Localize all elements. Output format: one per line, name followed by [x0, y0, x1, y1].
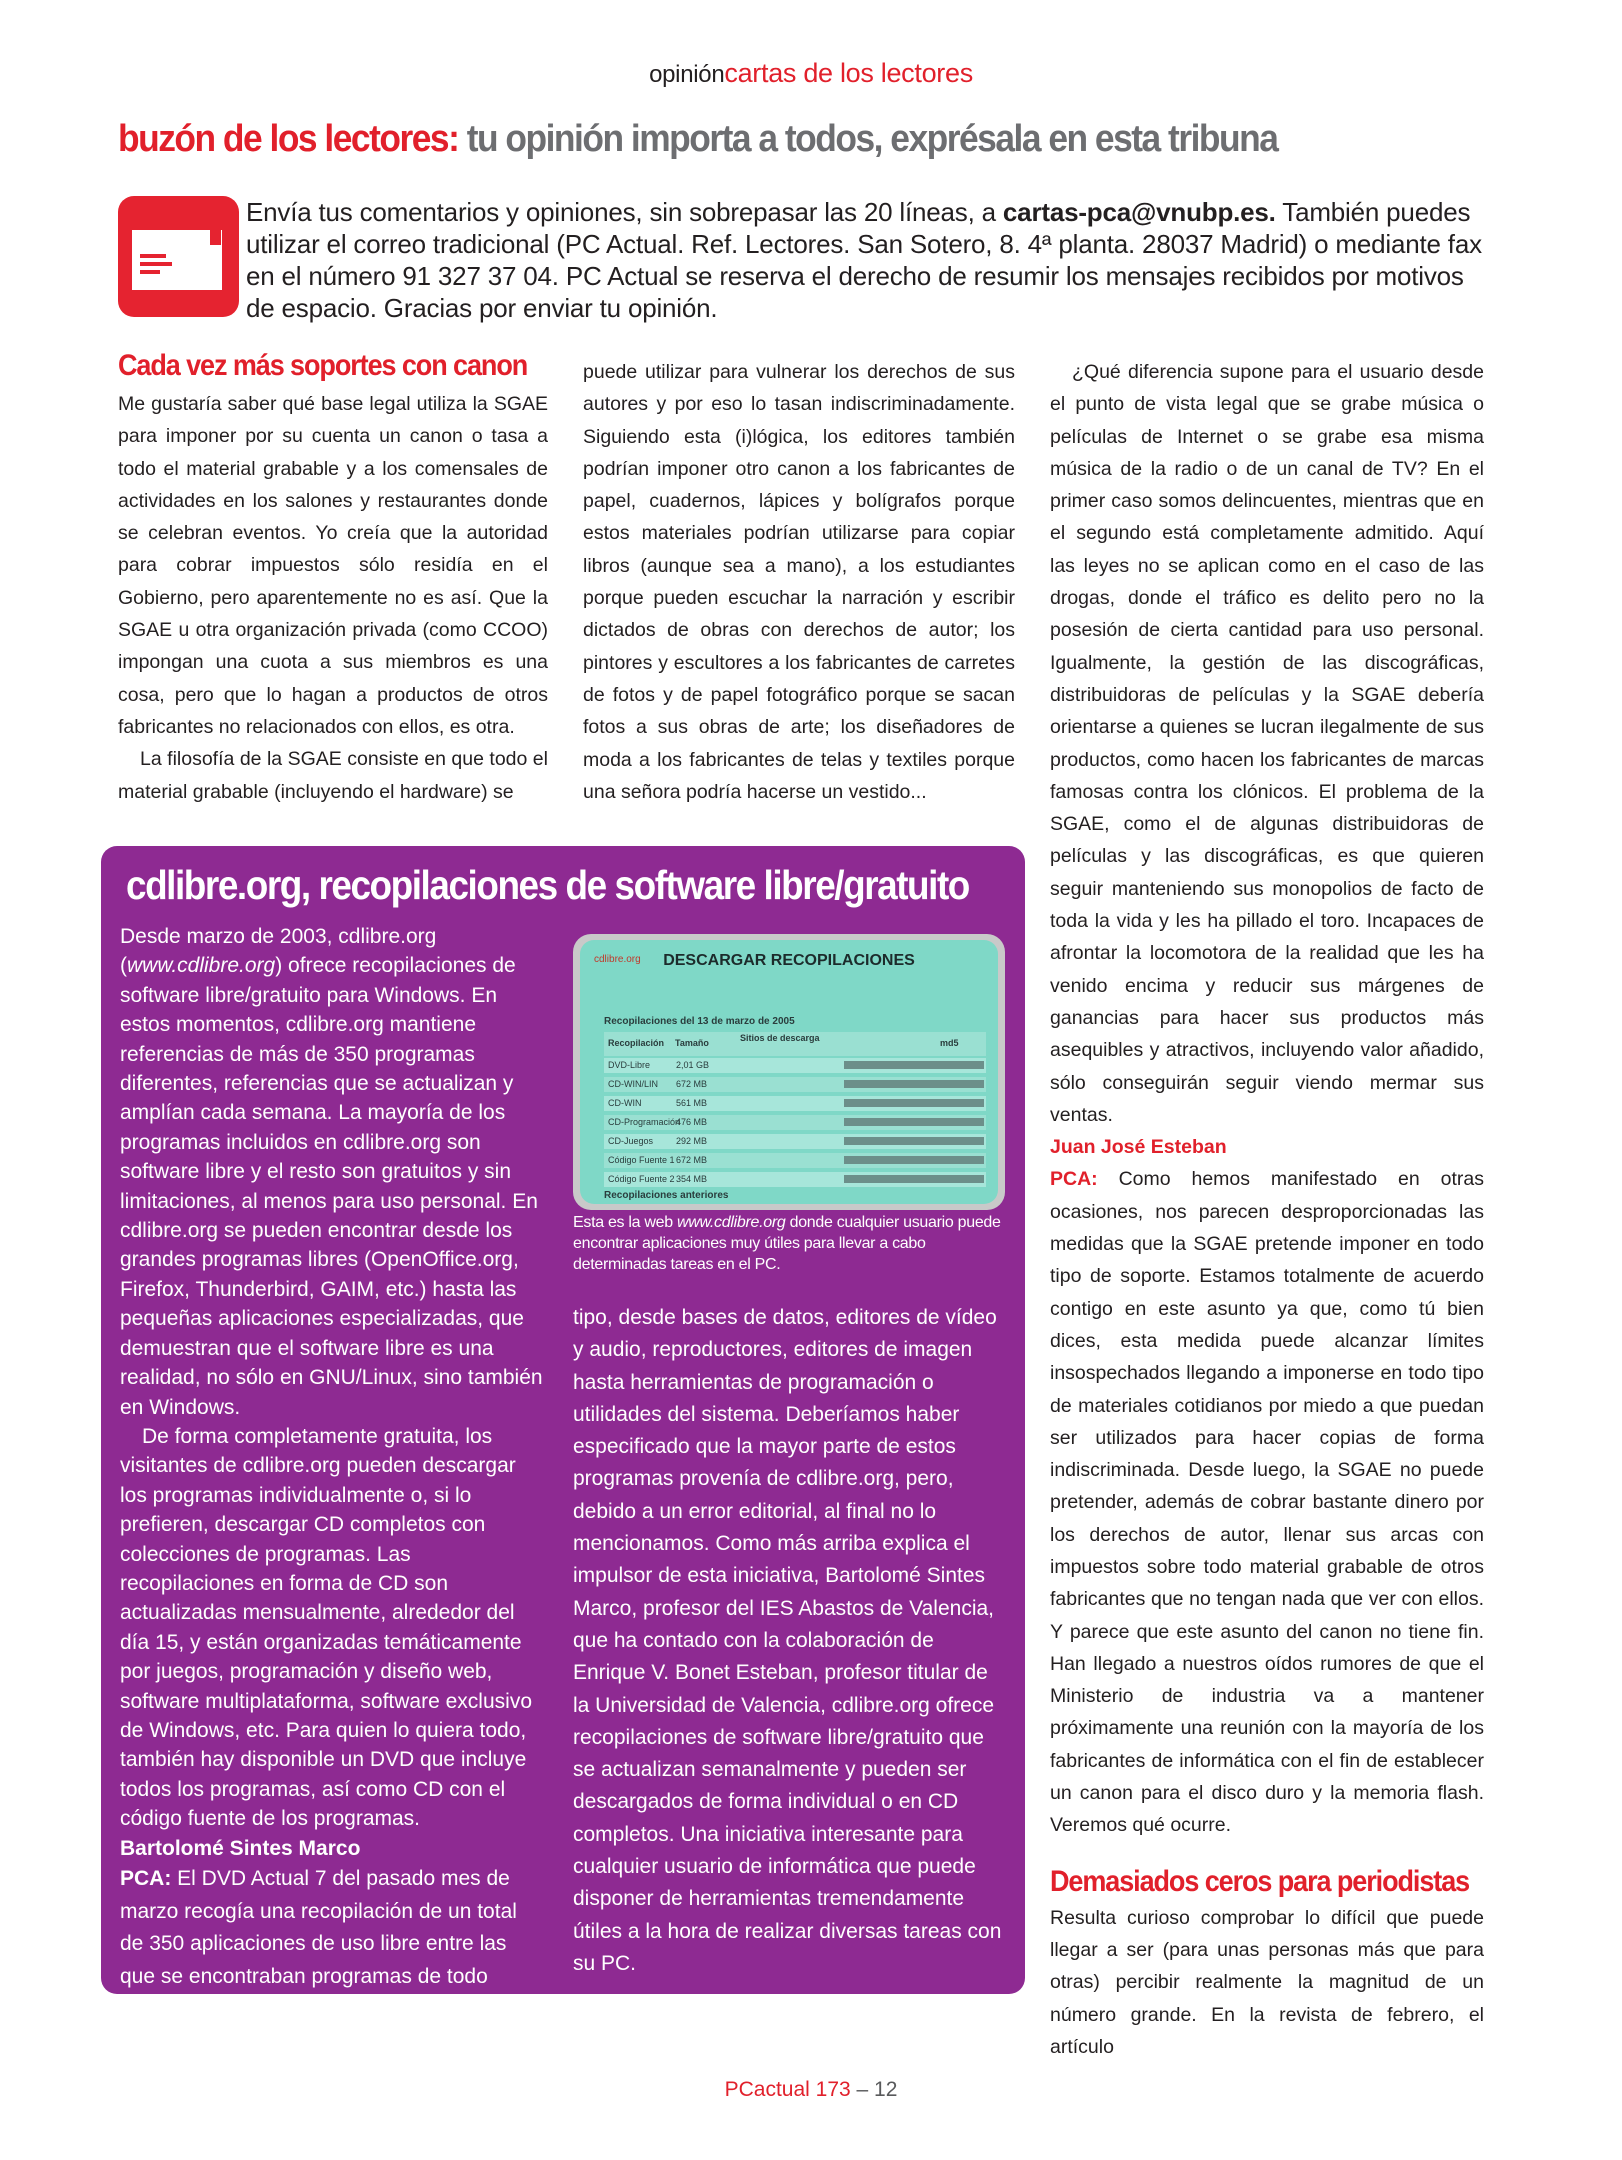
headline-lead: buzón de los lectores:	[118, 118, 459, 160]
cdlibre-logo: cdlibre.org	[594, 954, 641, 965]
page-headline	[118, 118, 1277, 161]
caption-link[interactable]: www.cdlibre.org	[677, 1214, 786, 1231]
magazine-issue: PCactual 173	[724, 2078, 851, 2101]
letter2-paragraph-2: De forma completamente gratuita, los visitantes de cdlibre.org pueden descargar los programas individualmente o, si lo prefieren, descargar CD completos con colecciones de programas. Las recopilaciones en forma de CD son actualizadas mensualmente, alrededor del día 15, y están organizadas temáticamente por juegos, programación y diseño web, software multiplataforma, software exclusivo de Windows, etc. Para quien lo quiera todo, también hay disponible un DVD que incluye todos los programas, así como CD con el código fuente de los programas.	[120, 1424, 532, 1831]
reply-label: PCA:	[1050, 1168, 1098, 1191]
letter3-title: Demasiados ceros para periodistas	[1050, 1864, 1470, 1898]
letter1-col3	[1050, 356, 1484, 2063]
page-number: 12	[874, 2078, 898, 2101]
screenshot-title: DESCARGAR RECOPILACIONES	[663, 952, 915, 969]
cdlibre-link[interactable]: www.cdlibre.org	[127, 954, 276, 978]
letter2-reply-b: tipo, desde bases de datos, editores de vídeo y audio, reproductores, editores de imagen hasta herramientas de programación o utilidades del sistema. Deberíamos haber especificado que la mayor parte de estos programas provenía de cdlibre.org, pero, debido a un error editorial, al final no lo mencionamos. Como más arriba explica el impulsor de esta iniciativa, Bartolomé Sintes Marco, profesor del IES Abastos de Valencia, que ha contado con la colaboración de Enrique V. Bonet Esteban, profesor titular de la Universidad de Valencia, cdlibre.org ofrece recopilaciones de software libre/gratuito que se actualizan semanalmente y pueden ser descargados de forma individual o en CD completos. Una iniciativa interesante para cualquier usuario de informática que puede disponer de herramientas tremendamente útiles a la hora de realizar diversas tareas con su PC.	[573, 1306, 1002, 1975]
screenshot-subtitle: Recopilaciones del 13 de marzo de 2005	[604, 1016, 795, 1027]
letter2-col1	[120, 922, 545, 1993]
letter2-paragraph-1: Desde marzo de 2003, cdlibre.org (www.cdlibre.org) ofrece recopilaciones de software libre/gratuito para Windows. En estos momentos, cdlibre.org mantiene referencias de más de 350 programas diferentes, referencias que se actualizan y amplían cada semana. La mayoría de los programas incluidos en cdlibre.org son software libre y el resto son gratuitos y sin limitaciones, al menos para uso personal. En cdlibre.org se pueden encontrar desde los grandes programas libres (OpenOffice.org, Firefox, Thunderbird, GAIM, etc.) hasta las pequeñas aplicaciones especializadas, que demuestran que el software libre es una realidad, no sólo en GNU/Linux, sino también en Windows.	[120, 925, 543, 1419]
running-header	[0, 58, 1622, 89]
letter1-reply: PCA: Como hemos manifestado en otras ocasiones, nos parecen desproporcionadas las medidas que la SGAE pretende imponer en todo tipo de soporte. Estamos totalmente de acuerdo contigo en este asunto ya que, como tú bien dices, esta medida puede alcanzar límites insospechados llegando a imponerse en todo tipo de materiales cotidianos por miedo a que puedan ser utilizados para hacer copias de forma indiscriminada. Desde luego, la SGAE no puede pretender, además de cobrar bastante dinero por los derechos de autor, llenar sus arcas con impuestos sobre todo material grabable de otros fabricantes que no tengan nada que ver con ellos. Y parece que este asunto del canon no tiene fin. Han llegado a nuestros oídos rumores de que el Ministerio de industria va a mantener próximamente una reunión con la mayoría de los fabricantes de informática con el fin de establecer un canon para el disco duro y la memoria flash. Veremos qué ocurre.	[1050, 1168, 1484, 1837]
letter2-signature: Bartolomé Sintes Marco	[120, 1836, 361, 1860]
screenshot-caption: Esta es la web www.cdlibre.org donde cualquier usuario puede encontrar aplicaciones muy útiles para llevar a cabo determinadas tareas en el PC.	[573, 1214, 1001, 1273]
letter1-paragraph-1: Me gustaría saber qué base legal utiliza la SGAE para imponer por su cuenta un canon o tasa a todo el material grabable y a los comensales de actividades en los salones y restaurantes donde se celebran eventos. Yo creía que la autoridad para cobrar impuestos sólo residía en el Gobierno, pero aparentemente no es así. Que la SGAE u otra organización privada (como CCOO) impongan una cuota a sus miembros es una cosa, pero que lo hagan a productos de otros fabricantes no relacionados con ellos, es otra.	[118, 393, 548, 738]
headline-rest: tu opinión importa a todos, exprésala en esta tribuna	[458, 118, 1278, 160]
contact-email[interactable]: cartas-pca@vnubp.es.	[1002, 197, 1276, 227]
intro-text: Envía tus comentarios y opiniones, sin sobrepasar las 20 líneas, a cartas-pca@vnubp.es. También puedes utilizar el correo tradicional (PC Actual. Ref. Lectores. San Sotero, 8. 4ª planta. 28037 Madrid) o mediante fax en el número 91 327 37 04. PC Actual se reserva el derecho de resumir los mensajes recibidos por motivos de espacio. Gracias por enviar tu opinión.	[246, 197, 1482, 323]
letter2-title: cdlibre.org, recopilaciones de software libre/gratuito	[126, 862, 969, 908]
subsection-label: cartas de los lectores	[724, 58, 973, 88]
page-footer: PCactual 173 – 12	[724, 2078, 898, 2101]
letter1-paragraph-3: puede utilizar para vulnerar los derechos de sus autores y por eso lo tasan indiscriminadamente. Siguiendo esta (i)lógica, los editores también podrían imponer otro canon a los fabricantes de papel, cuadernos, lápices y bolígrafos porque estos materiales podrían utilizarse para copiar libros (aunque sea a mano), a los estudiantes porque pueden escuchar la narración y escribir dictados de obras con derechos de autor; los pintores y escultores a los fabricantes de carretes de fotos y de papel fotográfico porque se sacan fotos a sus obras de arte; los diseñadores de moda a los fabricantes de telas y textiles porque una señora podría hacerse un vestido...	[583, 361, 1015, 803]
letter1-signature: Juan José Esteban	[1050, 1136, 1227, 1159]
cdlibre-screenshot: cdlibre.org DESCARGAR RECOPILACIONES Recopilaciones del 13 de marzo de 2005 Recopilación Tamaño Sitios de descarga md5 DVD-Libre 2,01 GB CD-WIN/LIN 672 MB CD-WIN 561 MB CD-Programación 476 MB CD-Juegos 292 MB Código Fuente 1 672 MB Código Fuente 2 354 MB Recopilaciones anteriores	[573, 934, 1005, 1210]
letter1-col1	[118, 348, 548, 808]
letter2-reply-a: PCA: El DVD Actual 7 del pasado mes de marzo recogía una recopilación de un total de 350 aplicaciones de uso libre entre las que se encontraban programas de todo	[120, 1867, 517, 1988]
mail-envelope-icon	[118, 196, 239, 317]
reply-label: PCA:	[120, 1867, 172, 1890]
letter1-col2	[583, 356, 1015, 808]
letter1-paragraph-2: La filosofía de la SGAE consiste en que todo el material grabable (incluyendo el hardware) se	[118, 748, 548, 803]
section-label: opinión	[649, 61, 725, 88]
letter2-col2	[573, 1302, 1005, 1980]
letter3-paragraph-1: Resulta curioso comprobar lo difícil que puede llegar a ser (para unas personas más que para otras) percibir realmente la magnitud de un número grande. En la revista de febrero, el artículo	[1050, 1906, 1484, 2058]
letter1-title: Cada vez más soportes con canon	[118, 349, 528, 382]
letter1-paragraph-4: ¿Qué diferencia supone para el usuario desde el punto de vista legal que se grabe música o películas de Internet o se grabe esa misma música de la radio o de un canal de TV? En el primer caso somos delincuentes, mientras que en el segundo está completamente admitido. Aquí las leyes no se aplican como en el caso de las drogas, donde el tráfico es delito pero no la posesión de cierta cantidad para uso personal. Igualmente, la gestión de las discográficas, distribuidoras de películas y la SGAE debería orientarse a quienes se lucran ilegalmente de sus productos, como hacen los fabricantes de marcas famosas contra los clónicos. El problema de la SGAE, como el de algunas distribuidoras de películas y las discográficas, es que quieren seguir manteniendo sus monopolios de facto de toda la vida y les ha pillado el toro. Incapaces de afrontar la locomotora de la realidad que les ha venido encima y reducir sus márgenes de ganancias para hacer sus productos más asequibles y atractivos, incluyendo valor añadido, sólo conseguirán seguir viendo mermar sus ventas.	[1050, 361, 1484, 1126]
